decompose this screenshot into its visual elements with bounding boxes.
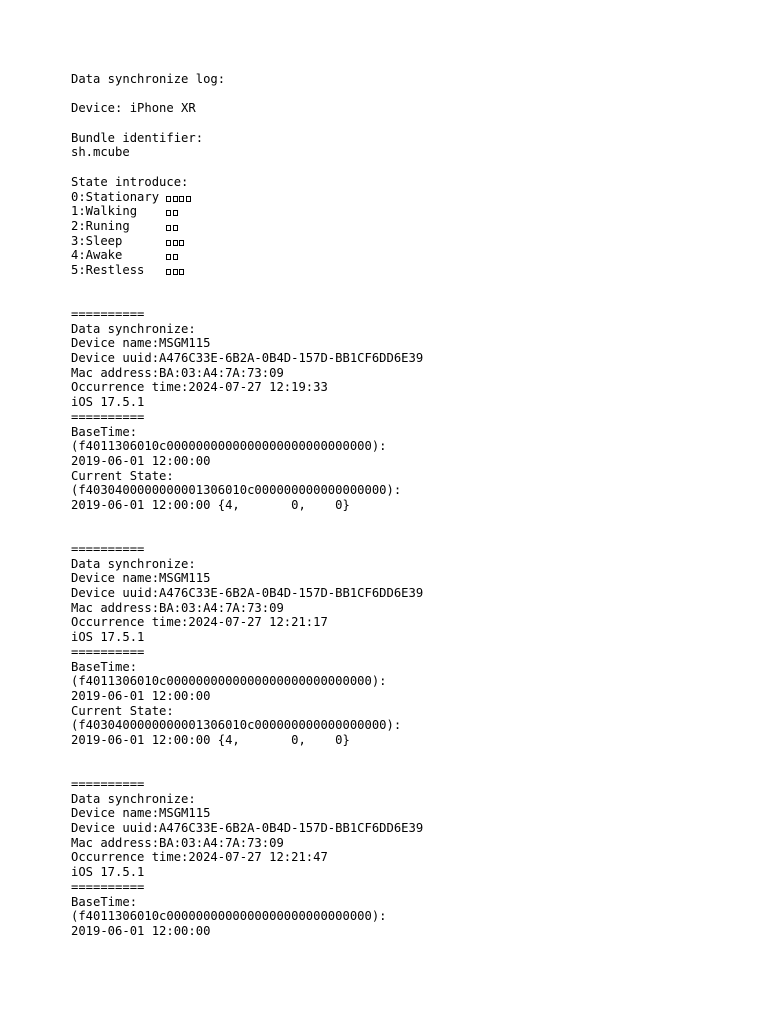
missing-glyph-icon xyxy=(166,219,179,233)
separator: ========== xyxy=(71,879,145,894)
occurrence-time: Occurrence time:2024-07-27 12:19:33 xyxy=(71,380,328,395)
spacer xyxy=(71,87,751,102)
occurrence-time: Occurrence time:2024-07-27 12:21:47 xyxy=(71,850,328,865)
state-code: 2:Runing xyxy=(71,218,167,233)
separator: ========== xyxy=(71,644,145,659)
device-uuid: Device uuid:A476C33E-6B2A-0B4D-157D-BB1CF6DD6E39 xyxy=(71,821,424,836)
state-row xyxy=(71,204,751,219)
spacer xyxy=(71,116,751,131)
sync-entry xyxy=(71,542,751,748)
device-uuid: Device uuid:A476C33E-6B2A-0B4D-157D-BB1CF6DD6E39 xyxy=(71,586,424,601)
os-version: iOS 17.5.1 xyxy=(71,630,145,645)
current-state-hex: (f4030400000000001306010c000000000000000000): xyxy=(71,483,402,498)
missing-glyph-icon xyxy=(166,196,171,202)
os-version: iOS 17.5.1 xyxy=(71,395,145,410)
missing-glyph-icon xyxy=(166,210,171,216)
missing-glyph-icon xyxy=(166,248,179,262)
sync-entry xyxy=(71,777,751,939)
missing-glyph-icon xyxy=(173,225,178,231)
bundle-value: sh.mcube xyxy=(71,145,130,160)
basetime-value: 2019-06-01 12:00:00 xyxy=(71,688,211,703)
separator: ========== xyxy=(71,307,145,322)
missing-glyph-icon xyxy=(166,190,192,204)
current-state-label: Current State: xyxy=(71,468,174,483)
basetime-label: BaseTime: xyxy=(71,659,138,674)
missing-glyph-icon xyxy=(166,204,179,218)
device-name: Device name:MSGM115 xyxy=(71,806,211,821)
sync-log xyxy=(71,72,751,939)
device-name: Device name:MSGM115 xyxy=(71,336,211,351)
entry-title: Data synchronize: xyxy=(71,321,196,336)
missing-glyph-icon xyxy=(173,196,178,202)
state-code: 5:Restless xyxy=(71,262,167,277)
state-row xyxy=(71,234,751,249)
separator: ========== xyxy=(71,409,145,424)
missing-glyph-icon xyxy=(179,269,184,275)
device-line: Device: iPhone XR xyxy=(71,101,196,116)
missing-glyph-icon xyxy=(166,269,171,275)
state-row xyxy=(71,190,751,205)
separator: ========== xyxy=(71,777,145,792)
device-uuid: Device uuid:A476C33E-6B2A-0B4D-157D-BB1CF6DD6E39 xyxy=(71,351,424,366)
state-row xyxy=(71,219,751,234)
basetime-hex: (f4011306010c0000000000000000000000000000): xyxy=(71,439,387,454)
mac-address: Mac address:BA:03:A4:7A:73:09 xyxy=(71,835,284,850)
missing-glyph-icon xyxy=(166,225,171,231)
state-code: 3:Sleep xyxy=(71,233,167,248)
missing-glyph-icon xyxy=(179,196,184,202)
separator: ========== xyxy=(71,542,145,557)
current-state-value: 2019-06-01 12:00:00 {4, 0, 0} xyxy=(71,732,350,747)
state-row xyxy=(71,263,751,278)
state-title: State introduce: xyxy=(71,174,189,189)
missing-glyph-icon xyxy=(166,254,171,260)
bundle-label: Bundle identifier: xyxy=(71,130,204,145)
basetime-label: BaseTime: xyxy=(71,424,138,439)
current-state-value: 2019-06-01 12:00:00 {4, 0, 0} xyxy=(71,497,350,512)
entry-title: Data synchronize: xyxy=(71,791,196,806)
missing-glyph-icon xyxy=(166,263,186,277)
missing-glyph-icon xyxy=(173,269,178,275)
state-row xyxy=(71,248,751,263)
entry-title: Data synchronize: xyxy=(71,556,196,571)
spacer xyxy=(71,748,751,777)
current-state-hex: (f4030400000000001306010c000000000000000000): xyxy=(71,718,402,733)
missing-glyph-icon xyxy=(173,240,178,246)
log-title: Data synchronize log: xyxy=(71,72,226,86)
device-name: Device name:MSGM115 xyxy=(71,571,211,586)
missing-glyph-icon xyxy=(173,210,178,216)
basetime-value: 2019-06-01 12:00:00 xyxy=(71,923,211,938)
state-code: 4:Awake xyxy=(71,248,167,263)
mac-address: Mac address:BA:03:A4:7A:73:09 xyxy=(71,365,284,380)
state-code: 1:Walking xyxy=(71,204,167,219)
current-state-label: Current State: xyxy=(71,703,174,718)
missing-glyph-icon xyxy=(173,254,178,260)
state-code: 0:Stationary xyxy=(71,189,167,204)
spacer xyxy=(71,160,751,175)
basetime-value: 2019-06-01 12:00:00 xyxy=(71,453,211,468)
spacer xyxy=(71,513,751,542)
os-version: iOS 17.5.1 xyxy=(71,865,145,880)
occurrence-time: Occurrence time:2024-07-27 12:21:17 xyxy=(71,615,328,630)
spacer xyxy=(71,278,751,307)
basetime-hex: (f4011306010c0000000000000000000000000000): xyxy=(71,674,387,689)
missing-glyph-icon xyxy=(166,240,171,246)
missing-glyph-icon xyxy=(186,196,191,202)
missing-glyph-icon xyxy=(179,240,184,246)
basetime-label: BaseTime: xyxy=(71,894,138,909)
mac-address: Mac address:BA:03:A4:7A:73:09 xyxy=(71,600,284,615)
missing-glyph-icon xyxy=(166,234,186,248)
basetime-hex: (f4011306010c0000000000000000000000000000): xyxy=(71,909,387,924)
sync-entry xyxy=(71,307,751,513)
